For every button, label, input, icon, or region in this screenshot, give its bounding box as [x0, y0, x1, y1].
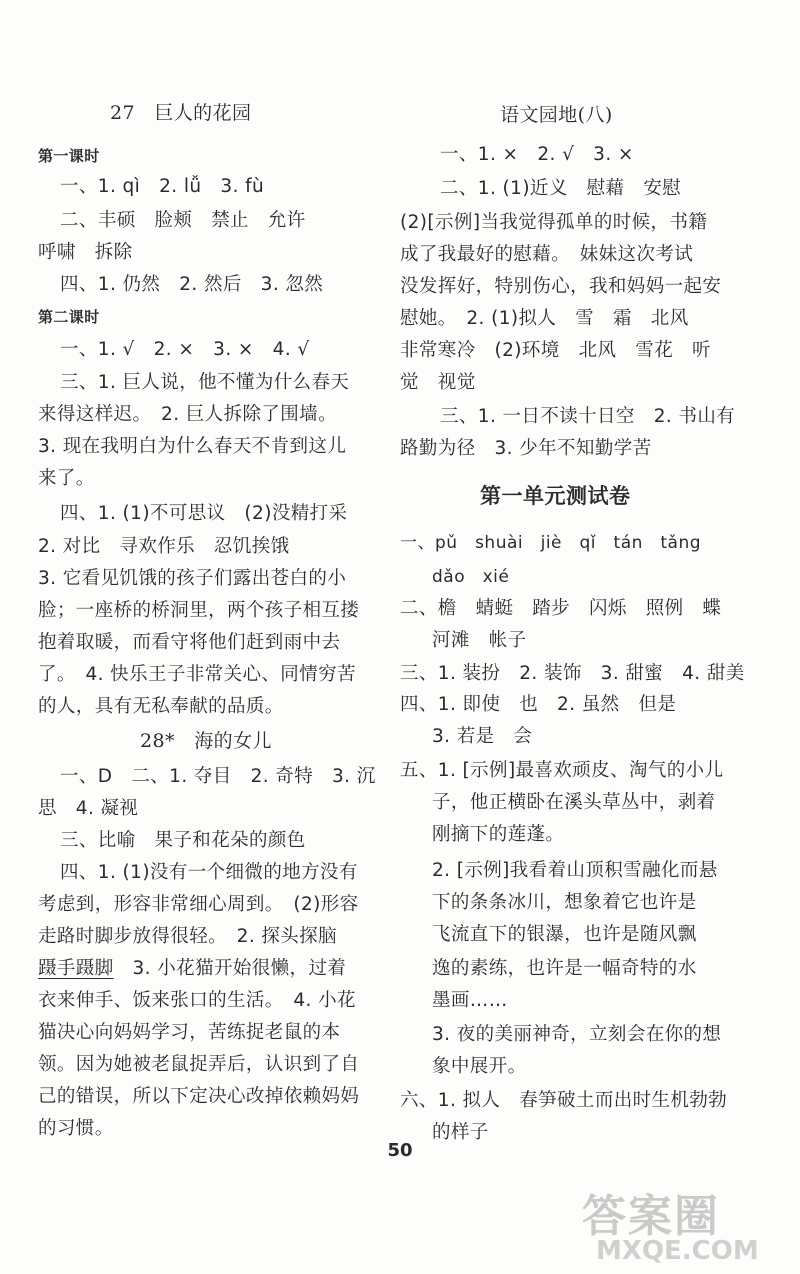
- answer-line: 二、丰硕 脸颊 禁止 允许: [60, 210, 306, 231]
- answer-line: 蹑手蹑脚 3. 小花猫开始很懒，过着: [38, 958, 347, 979]
- answer-line: 一、D 二、1. 夺目 2. 奇特 3. 沉: [60, 766, 376, 787]
- answer-line: 觉 视觉: [400, 372, 476, 393]
- answer-line: 象中展开。: [432, 1056, 527, 1077]
- answer-line: 考虑到，形容非常细心周到。 (2)形容: [38, 894, 359, 915]
- answer-line: 了。 4. 快乐王子非常关心、同情穷苦: [38, 664, 356, 685]
- answer-line: 刚摘下的莲蓬。: [432, 824, 565, 845]
- answer-line: 的人，具有无私奉献的品质。: [38, 696, 284, 717]
- answer-line: 四、1. (1)不可思议 (2)没精打采: [60, 503, 348, 524]
- answer-line: 3. 若是 会: [432, 726, 533, 747]
- unit-test-title: 第一单元测试卷: [480, 484, 631, 508]
- lesson-period-label: 第二课时: [38, 308, 100, 326]
- answer-line: 下的条条冰川，想象着它也许是: [432, 892, 697, 913]
- page-number: 50: [387, 1140, 413, 1161]
- answer-line: 子，他正横卧在溪头草丛中，剥着: [432, 792, 716, 813]
- answer-line: 成了我最好的慰藉。 妹妹这次考试: [400, 244, 694, 265]
- answer-line: 3. 现在我明白为什么春天不肯到这儿: [38, 436, 347, 457]
- answer-line: 四、1. 仍然 2. 然后 3. 忽然: [60, 274, 324, 295]
- answer-line: 的样子: [432, 1122, 489, 1143]
- answer-line: 思 4. 凝视: [38, 798, 139, 819]
- lesson-27-title: 27 巨人的花园: [110, 102, 252, 124]
- answer-line: 领。因为她被老鼠捉弄后，认识到了自: [38, 1054, 360, 1075]
- answer-line: (2)[示例]当我觉得孤单的时候，书籍: [400, 212, 708, 233]
- answer-line: 三、1. 巨人说，他不懂为什么春天: [60, 372, 350, 393]
- answer-line: dǎo xié: [432, 567, 510, 587]
- watermark: [582, 1180, 782, 1270]
- answer-line: 2. 对比 寻欢作乐 忍饥挨饿: [38, 536, 290, 557]
- answer-line: 二、1. (1)近义 慰藉 安慰: [440, 178, 682, 199]
- answer-line: 路勤为径 3. 少年不知勤学苦: [400, 438, 652, 459]
- answer-line: 三、比喻 果子和花朵的颜色: [60, 830, 306, 851]
- lesson-28-title: 28* 海的女儿: [140, 730, 272, 752]
- answer-line: 猫决心向妈妈学习，苦练捉老鼠的本: [38, 1022, 341, 1043]
- answer-line: 五、1. [示例]最喜欢顽皮、淘气的小儿: [400, 760, 724, 781]
- answer-line: 脸；一座桥的桥洞里，两个孩子相互搂: [38, 600, 360, 621]
- answer-line: 3. 夜的美丽神奇，立刻会在你的想: [432, 1024, 722, 1045]
- answer-line: 一、1. qì 2. lǚ 3. fù: [60, 176, 265, 197]
- lesson-period-label: 第一课时: [38, 147, 100, 165]
- answer-line: 三、1. 一日不读十日空 2. 书山有: [440, 406, 736, 427]
- answer-line: 逸的素练，也许是一幅奇特的水: [432, 958, 697, 979]
- answer-line: 抱着取暖，而看守将他们赶到雨中去: [38, 632, 341, 653]
- answer-line: 三、1. 装扮 2. 装饰 3. 甜蜜 4. 甜美: [400, 663, 745, 684]
- answer-line: 一、pǔ shuài jiè qǐ tán tǎng: [400, 533, 702, 553]
- answer-line: 四、1. (1)没有一个细微的地方没有: [60, 862, 358, 883]
- answer-line: 六、1. 拟人 春笋破土而出时生机勃勃: [400, 1090, 728, 1111]
- answer-line: 的习惯。: [38, 1118, 114, 1139]
- answer-line: 河滩 帐子: [432, 630, 527, 651]
- answer-line: 己的错误，所以下定决心改掉依赖妈妈: [38, 1086, 360, 1107]
- watermark-logo: 答案圈: [582, 1191, 720, 1242]
- answer-line: 飞流直下的银瀑，也许是随风飘: [432, 924, 697, 945]
- answer-line: 来得这样迟。 2. 巨人拆除了围墙。: [38, 404, 337, 425]
- answer-line: 二、檐 蜻蜓 踏步 闪烁 照例 蝶: [400, 598, 722, 619]
- answer-line: 非常寒冷 (2)环境 北风 雪花 听: [400, 340, 711, 361]
- answer-line: 衣来伸手、饭来张口的生活。 4. 小花: [38, 990, 356, 1011]
- section-title-yuwen-yuandi: 语文园地(八): [500, 104, 613, 126]
- answer-line: 一、1. √ 2. × 3. × 4. √: [60, 339, 310, 360]
- answer-line: 3. 它看见饥饿的孩子们露出苍白的小: [38, 568, 347, 589]
- answer-line: 来了。: [38, 468, 95, 489]
- answer-line: 墨画……: [432, 990, 508, 1011]
- answer-line: 没发挥好，特别伤心，我和妈妈一起安: [400, 276, 722, 297]
- watermark-site: MXQE.COM: [596, 1236, 759, 1266]
- answer-line: 走路时脚步放得很轻。 2. 探头探脑: [38, 926, 337, 947]
- answer-line: 一、1. × 2. √ 3. ×: [440, 144, 634, 165]
- answer-line: 慰她。 2. (1)拟人 雪 霜 北风: [400, 308, 689, 329]
- answer-line: 呼啸 拆除: [38, 242, 133, 263]
- answer-line: 四、1. 即使 也 2. 虽然 但是: [400, 694, 677, 715]
- answer-line: 2. [示例]我看着山顶积雪融化而悬: [432, 860, 718, 881]
